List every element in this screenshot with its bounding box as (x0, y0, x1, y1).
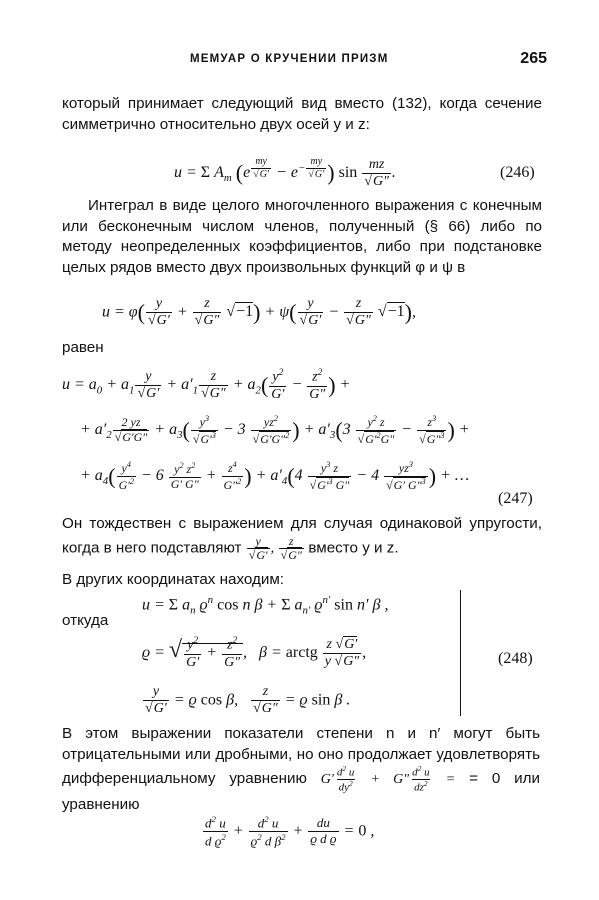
equation-248-line-2: ϱ = √ $\frac{y^2}{G'}$ + $\frac{z^2}{G''}$ , β = arctg $\frac{z √ G'}{y √ G''}$ , (62, 632, 542, 676)
page-number: 265 (520, 50, 547, 67)
label-whence: откуда (62, 612, 109, 629)
equation-general-solution: u = φ( y √ G′ + z √ G″ √ −1) + ψ( y √ G′ − z √ G″ √ −1), (62, 294, 542, 334)
paragraph-exponents: В этом выражении показатели степени n и n′ могут быть отрицательными или дробными, но оно продолжает удовлетворять дифференциальному уравнению G′ $\frac{d^2 u}{dy^2}$ + G″ $\frac{d^2 u}{dz^2}$ = = 0 или уравнению (62, 725, 540, 813)
paragraph-identical: Он тождествен с выражением для случая одинаковой упругости, когда в него подставляют y √ G′ , z √ G″ вместо y и z. (62, 514, 542, 563)
equation-247-line-3: + $a_4$( $\frac{y^4}{G'^2}$ − 6 $\frac{y^2 z^2}{G' G''}$ + $\frac{z^4}{G''^2}$ ) + $a'_4(4$ $y^3$ z √ $G'^3$ G″ − 4 $yz^3$ √ G′ G″$^3$ ) + … (62, 456, 542, 496)
equation-number-246: (246) (500, 164, 535, 181)
equation-248-line-3: y √ G′ = ϱ cos β, z √ G″ = ϱ sin β . (62, 682, 542, 722)
page-header (62, 50, 547, 74)
equation-246: u = Σ $A_m$ (e $^{my √ G'}$ − $e^{- my √ G'}$ ) sin mz √ G″ . (246) (62, 148, 542, 192)
equation-248-line-1: u = Σ $a_n$ $ϱ^n$ cos n β + Σ $a_{n'}$ $ϱ^{n'}$ sin n′ β , (142, 594, 389, 617)
equation-247-line-1: $u = a_0 + a_1$ y √ G′ + $a'_1$ z √ G″ + $a_2$( $\frac{y^2}{G'}$ − $\frac{z^2}{G''}$ ) + (62, 364, 542, 404)
equation-number-247: (247) (498, 490, 533, 507)
running-title: МЕМУАР О КРУЧЕНИИ ПРИЗМ (190, 53, 389, 65)
equation-number-248: (248) (498, 650, 533, 667)
paragraph-intro: который принимает следующий вид вместо (132), когда сечение симметрично относительно двух осей y и z: (62, 95, 542, 133)
paragraph-equals: равен (62, 339, 104, 356)
paragraph-other-coordinates: В других координатах находим: (62, 571, 284, 588)
paragraph-exponents-text: В этом выражении показатели степени n и n′ могут быть отрицательными или дробными, но оно продолжает удовлетворять дифференциальному уравнению (62, 725, 540, 788)
paragraph-identical-text: Он тождествен с выражением для случая одинаковой упругости, когда в него подставляют (62, 515, 542, 557)
paragraph-identical-tail: вместо y и z. (308, 539, 399, 557)
paragraph-exponents-tail: = 0 или уравнению (62, 770, 540, 813)
equation-brace (452, 590, 461, 716)
equation-polar-laplace: $\frac{d^2 u}{d ϱ^2}$ + $\frac{d^2 u}{ϱ^2 d \beta^2}$ + $\frac{du}{\text{ϱ d ϱ}}$ = 0 , (205, 814, 375, 849)
equation-247-line-2: + $a'_2$ 2 yz √ G′G″ + $a_3$( $y^3$ √ $G'^3$ − 3 $yz^2$ √ G′G″$^2$ ) + $a'_3(3$ $y^2$ z √ $G'^2G''$ − $z^3$ √ G″$^3$ ) + (62, 410, 542, 450)
paragraph-integral: Интеграл в виде целого многочленного выражения с конечным или бесконечным числом членов, полученный (§ 66) либо по методу неопределенных коэффициентов, либо при подстановке целых рядов вместо двух произвольных функций φ и ψ в (62, 197, 542, 276)
